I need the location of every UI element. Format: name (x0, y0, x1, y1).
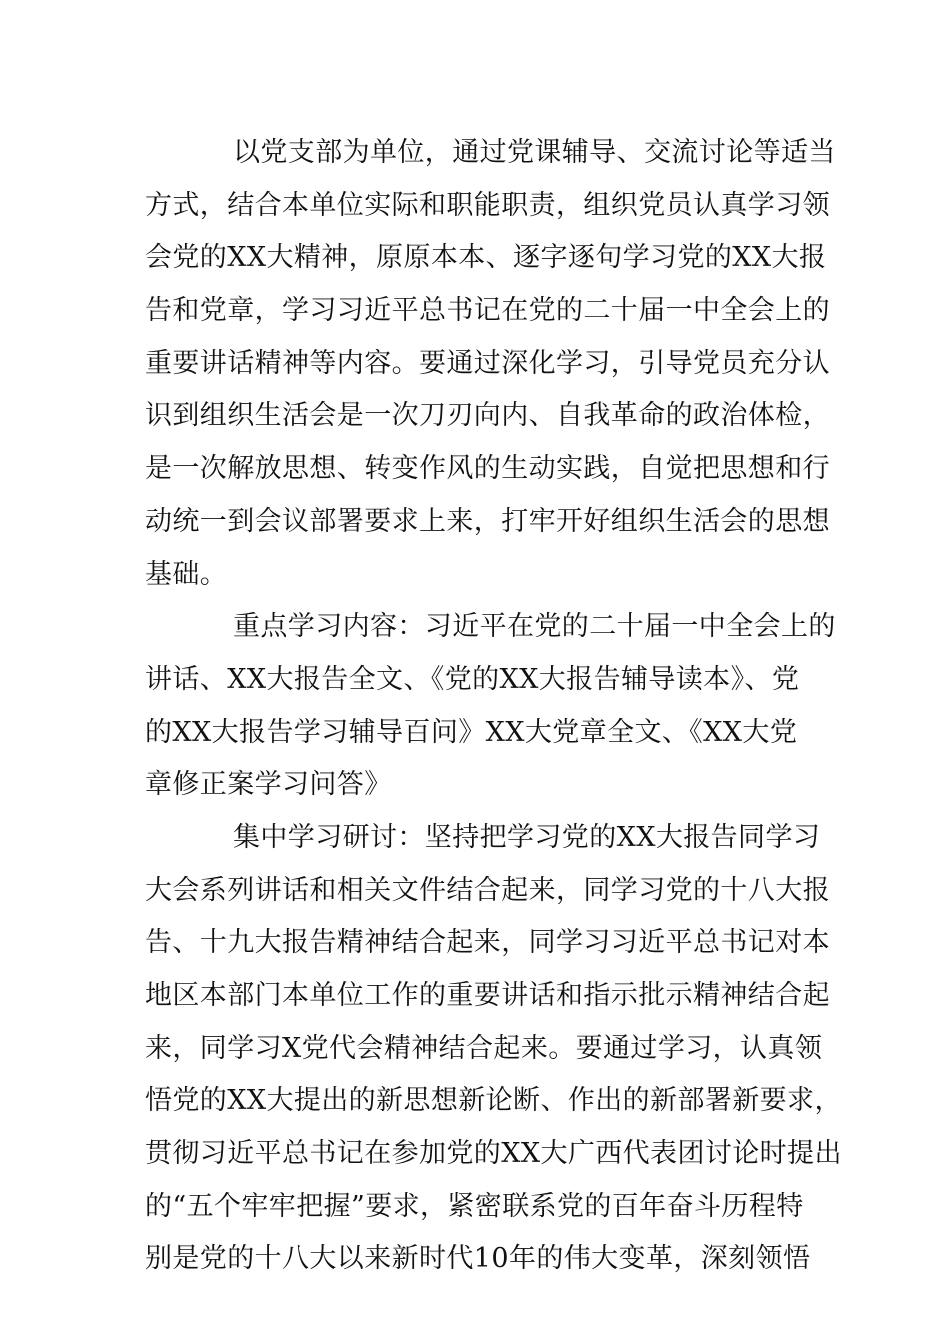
text-line: 贯彻习近平总书记在参加党的XX大广西代表团讨论时提出 (145, 1138, 842, 1170)
text-line: 的“五个牢牢把握”要求，紧密联系党的百年奋斗历程特 (145, 1190, 804, 1222)
text-line: 重要讲话精神等内容。要通过深化学习，引导党员充分认 (145, 347, 830, 379)
text-line: 的XX大报告学习辅导百问》XX大党章全文、《XX大党 (145, 716, 798, 748)
text-line: 告、十九大报告精神结合起来，同学习习近平总书记对本 (145, 927, 830, 959)
text-line: 别是党的十八大以来新时代10年的伟大变革，深刻领悟 (145, 1243, 811, 1275)
text-line: 动统一到会议部署要求上来，打牢开好组织生活会的思想 (145, 505, 830, 537)
paragraph-study-approach (145, 127, 836, 601)
text-line: 重点学习内容：习近平在党的二十届一中全会上的 (233, 611, 836, 643)
text-line: 悟党的XX大提出的新思想新论断、作出的新部署新要求， (145, 1085, 842, 1117)
text-line: 是一次解放思想、转变作风的生动实践，自觉把思想和行 (145, 453, 830, 485)
text-line: 大会系列讲话和相关文件结合起来，同学习党的十八大报 (145, 874, 830, 906)
text-line: 以党支部为单位，通过党课辅导、交流讨论等适当 (233, 137, 836, 168)
document-body (145, 127, 842, 1286)
paragraph-group-study (145, 812, 842, 1286)
text-line: 方式，结合本单位实际和职能职责，组织党员认真学习领 (145, 189, 830, 221)
paragraph-key-content (145, 601, 836, 812)
text-line: 告和党章，学习习近平总书记在党的二十届一中全会上的 (145, 295, 830, 327)
text-line: 地区本部门本单位工作的重要讲话和指示批示精神结合起 (145, 980, 830, 1011)
text-line: 基础。 (145, 558, 228, 590)
text-line: 集中学习研讨：坚持把学习党的XX大报告同学习 (233, 821, 821, 853)
text-line: 来，同学习X党代会精神结合起来。要通过学习，认真领 (145, 1032, 823, 1064)
text-line: 识到组织生活会是一次刀刃向内、自我革命的政治体检， (145, 400, 830, 432)
text-line: 章修正案学习问答》 (145, 769, 392, 801)
text-line: 会党的XX大精神，原原本本、逐字逐句学习党的XX大报 (145, 242, 827, 274)
text-line: 讲话、XX大报告全文、《党的XX大报告辅导读本》、党 (145, 663, 800, 695)
